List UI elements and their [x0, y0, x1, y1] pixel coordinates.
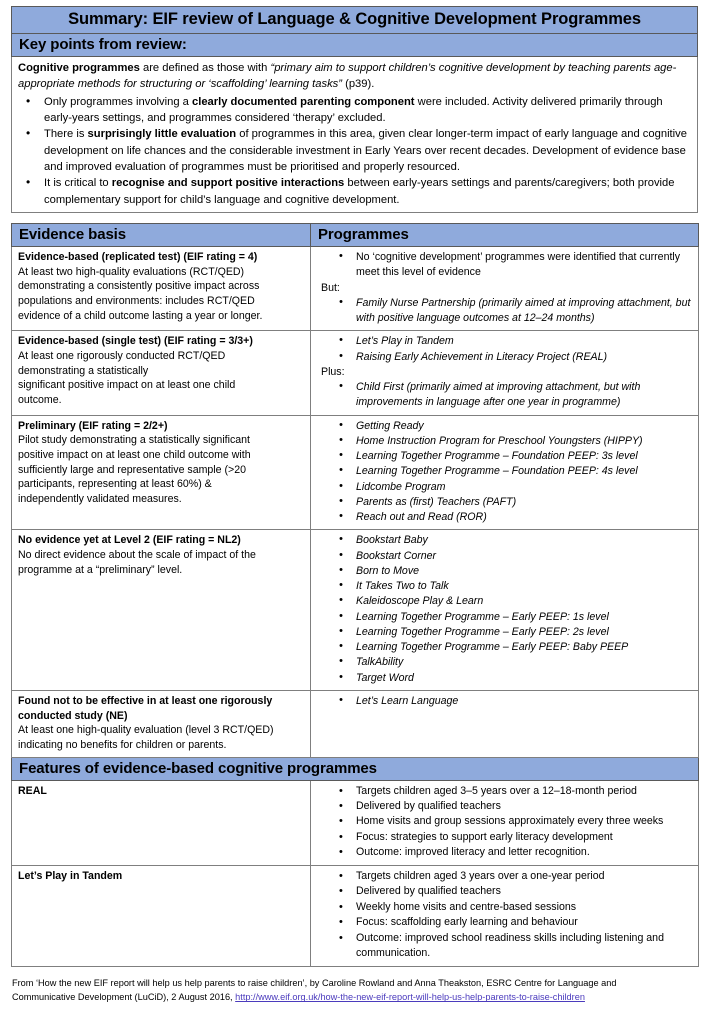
list-item — [18, 126, 692, 175]
list-item — [317, 694, 693, 709]
bullet-icon: • — [339, 609, 343, 622]
evidence-desc-line: Pilot study demonstrating a statistically significant — [18, 434, 250, 447]
programme-name: It Takes Two to Talk — [356, 580, 449, 593]
bullet-pre: Only programmes involving a — [44, 95, 192, 108]
programme-name: Home Instruction Program for Preschool Youngsters (HIPPY) — [356, 434, 643, 447]
bullet-icon: • — [339, 479, 343, 492]
bullet-post: of programmes in this area, given clear longer-term impact of early language and cognitive development on life chances and the considerable investment in Early Years over recent decades. Development of evidence base and improved evaluation of programmes must be prioritised and properly resourced. — [44, 128, 687, 174]
bullet-icon: • — [339, 250, 343, 263]
feature-text: Targets children aged 3–5 years over a 12–18-month period — [356, 784, 637, 797]
evidence-level-heading: Evidence-based (replicated test) (EIF rating = 4) — [18, 251, 258, 264]
programmes-cell — [311, 690, 699, 757]
key-points-heading: Key points from review: — [12, 34, 698, 57]
list-item — [317, 915, 693, 930]
bullet-icon: • — [339, 418, 343, 431]
key-points-body-row — [12, 57, 698, 213]
list-item — [317, 464, 693, 479]
programme-name: No ‘cognitive development’ programmes were identified that currently meet this level of evidence — [356, 251, 681, 279]
source-link[interactable]: http://www.eif.org.uk/how-the-new-eif-report-will-help-us-help-parents-to-raise-children — [235, 992, 585, 1003]
list-item — [317, 250, 693, 281]
evidence-desc-line: programme at a “preliminary” level. — [18, 563, 183, 576]
programme-name: Reach out and Read (ROR) — [356, 511, 487, 524]
programme-name: Born to Move — [356, 564, 420, 577]
evidence-desc-line: At least one high-quality evaluation (level 3 RCT/QED) — [18, 724, 274, 737]
evidence-basis-table — [11, 223, 699, 966]
evidence-desc-line: participants, representing at least 60%) & — [18, 478, 212, 491]
table-row — [12, 690, 699, 757]
intro-bold-lead: Cognitive programmes — [18, 62, 140, 74]
programme-features-cell — [311, 865, 699, 966]
feature-text: Delivered by qualified teachers — [356, 885, 501, 898]
bullet-icon: • — [339, 533, 343, 546]
list-item — [317, 610, 693, 625]
note-text: Plus: — [321, 365, 345, 378]
table-row — [12, 780, 699, 865]
programme-name: Let’s Play in Tandem — [356, 335, 454, 348]
programme-name: Learning Together Programme – Foundation PEEP: 4s level — [356, 465, 638, 478]
programme-name: Learning Together Programme – Foundation PEEP: 3s level — [356, 450, 638, 463]
bullet-icon: • — [339, 799, 343, 812]
features-heading-row — [12, 757, 699, 780]
bullet-icon: • — [339, 885, 343, 898]
list-item — [317, 931, 693, 962]
bullet-icon: • — [339, 815, 343, 828]
programme-name: Bookstart Baby — [356, 534, 428, 547]
bullet-icon: • — [339, 670, 343, 683]
list-item — [317, 845, 693, 860]
list-item — [317, 449, 693, 464]
bullet-icon: • — [26, 175, 31, 190]
list-item — [317, 334, 693, 349]
evidence-desc-line: demonstrating a consistently positive impact across — [18, 280, 260, 293]
key-points-list — [18, 94, 692, 208]
features-heading: Features of evidence-based cognitive programmes — [12, 757, 699, 780]
programme-list — [317, 533, 693, 686]
programme-name: TalkAbility — [356, 656, 404, 669]
bullet-icon: • — [339, 931, 343, 944]
programme-name-cell: Let’s Play in Tandem — [12, 865, 311, 966]
bullet-icon: • — [339, 494, 343, 507]
list-item — [317, 380, 693, 411]
evidence-basis-cell — [12, 530, 311, 691]
evidence-desc-line: outcome. — [18, 394, 62, 407]
spacer — [11, 213, 698, 223]
programme-name: Learning Together Programme – Early PEEP: 1s level — [356, 610, 609, 623]
programmes-cell — [311, 331, 699, 415]
bullet-icon: • — [339, 349, 343, 362]
feature-list — [317, 784, 693, 861]
bullet-icon: • — [26, 93, 31, 108]
feature-text: Delivered by qualified teachers — [356, 799, 501, 812]
programme-list — [317, 694, 693, 709]
list-item — [317, 419, 693, 434]
evidence-level-heading: Found not to be effective in at least one rigorously conducted study (NE) — [18, 694, 273, 722]
list-item — [317, 640, 693, 655]
intro-part2: (p39). — [341, 78, 375, 91]
bullet-icon: • — [339, 869, 343, 882]
programme-name: Child First (primarily aimed at improving attachment, but with improvements in language after one year in programme) — [356, 381, 641, 409]
list-item — [317, 869, 693, 884]
evidence-desc-line: sufficiently large and representative sample (>20 — [18, 463, 246, 476]
list-item — [317, 564, 693, 579]
note-text: But: — [321, 281, 340, 294]
bullet-icon: • — [339, 624, 343, 637]
evidence-desc-line: evidence of a child outcome lasting a year or longer. — [18, 309, 263, 322]
table-row — [12, 415, 699, 530]
bullet-icon: • — [339, 295, 343, 308]
document-title-row — [12, 7, 698, 34]
bullet-pre: There is — [44, 128, 88, 141]
bullet-bold: surprisingly little evaluation — [87, 128, 237, 141]
footer-line-1: From ‘How the new EIF report will help us help parents to raise children’, by Caroline Rowland and Anna Theakston, ESRC Centre for Language and — [12, 977, 617, 988]
programme-name: Raising Early Achievement in Literacy Project (REAL) — [356, 350, 608, 363]
programme-name: Bookstart Corner — [356, 549, 437, 562]
bullet-icon: • — [339, 548, 343, 561]
list-item — [18, 175, 692, 208]
bullet-icon: • — [339, 579, 343, 592]
list-item — [317, 799, 693, 814]
evidence-desc-line: indicating no benefits for children or parents. — [18, 738, 227, 751]
programme-list — [317, 334, 693, 410]
evidence-desc-line: significant positive impact on at least one child — [18, 379, 236, 392]
evidence-basis-cell — [12, 331, 311, 415]
bullet-icon: • — [339, 640, 343, 653]
bullet-icon: • — [339, 916, 343, 929]
programme-name: Family Nurse Partnership (primarily aimed at improving attachment, but with positive language outcomes at 12–24 months) — [356, 296, 691, 325]
evidence-level-heading: Preliminary (EIF rating = 2/2+) — [18, 419, 168, 432]
evidence-desc-line: No direct evidence about the scale of impact of the — [18, 549, 256, 562]
programme-name: Learning Together Programme – Early PEEP: 2s level — [356, 625, 609, 638]
evidence-basis-cell — [12, 415, 311, 530]
list-item — [317, 350, 693, 365]
list-item — [317, 495, 693, 510]
list-note — [317, 281, 693, 296]
feature-text: Outcome: improved school readiness skills including listening and communication. — [356, 931, 664, 960]
list-item — [317, 594, 693, 609]
bullet-icon: • — [339, 900, 343, 913]
bullet-icon: • — [339, 563, 343, 576]
evidence-desc-line: At least two high-quality evaluations (RCT/QED) — [18, 265, 245, 278]
feature-list — [317, 869, 693, 962]
evidence-desc-line: At least one rigorously conducted RCT/QED — [18, 350, 226, 363]
programme-name: Target Word — [356, 671, 414, 684]
evidence-desc-line: independently validated measures. — [18, 492, 182, 505]
bullet-icon: • — [339, 830, 343, 843]
programmes-cell — [311, 247, 699, 331]
programme-name: Parents as (first) Teachers (PAFT) — [356, 495, 517, 508]
bullet-post: between early-years settings and parents/caregivers; both provide complementary support for child’s language and cognitive development. — [44, 177, 675, 206]
list-item — [317, 549, 693, 564]
list-item — [317, 900, 693, 915]
programme-name: Lidcombe Program — [356, 480, 446, 493]
page-title: Summary: EIF review of Language & Cognitive Development Programmes — [12, 7, 698, 34]
bullet-pre: It is critical to — [44, 177, 112, 190]
programme-list — [317, 419, 693, 526]
list-item — [317, 830, 693, 845]
list-note — [317, 365, 693, 380]
evidence-level-heading: Evidence-based (single test) (EIF rating = 3/3+) — [18, 335, 253, 348]
bullet-icon: • — [339, 846, 343, 859]
programmes-cell — [311, 415, 699, 530]
table-row — [12, 530, 699, 691]
bullet-icon: • — [339, 449, 343, 462]
evidence-table-header-row — [12, 224, 699, 247]
table-row — [12, 865, 699, 966]
list-item — [317, 655, 693, 670]
bullet-icon: • — [339, 433, 343, 446]
bullet-icon: • — [339, 784, 343, 797]
bullet-icon: • — [339, 510, 343, 523]
evidence-desc-line: positive impact on at least one child outcome with — [18, 448, 251, 461]
list-item — [317, 625, 693, 640]
list-item — [317, 296, 693, 327]
key-points-heading-row — [12, 34, 698, 57]
bullet-icon: • — [339, 464, 343, 477]
programme-name: Kaleidoscope Play & Learn — [356, 595, 484, 608]
list-item — [317, 884, 693, 899]
evidence-desc-line: populations and environments: includes RCT/QED — [18, 295, 255, 308]
bullet-icon: • — [26, 126, 31, 141]
list-item — [317, 579, 693, 594]
summary-table — [11, 6, 698, 213]
list-item — [317, 480, 693, 495]
bullet-bold: recognise and support positive interactions — [111, 177, 345, 190]
table-row — [12, 247, 699, 331]
feature-text: Focus: scaffolding early learning and behaviour — [356, 916, 578, 929]
key-points-body — [12, 57, 698, 213]
programmes-cell — [311, 530, 699, 691]
evidence-basis-cell — [12, 247, 311, 331]
table-row — [12, 331, 699, 415]
list-item — [317, 814, 693, 829]
intro-quote: “primary aim to support children’s cognitive development by teaching parents age-appropriate methods for structuring or ‘scaffolding’ learning tasks” — [18, 62, 677, 91]
key-points-intro — [18, 60, 692, 93]
evidence-basis-cell — [12, 690, 311, 757]
footer-line-2-prefix: Communicative Development (LuCiD), 2 August 2016, — [12, 992, 236, 1003]
list-item — [317, 671, 693, 686]
feature-text: Home visits and group sessions approximately every three weeks — [356, 815, 664, 828]
bullet-icon: • — [339, 655, 343, 668]
list-item — [317, 784, 693, 799]
programme-name-cell: REAL — [12, 780, 311, 865]
list-item — [18, 94, 692, 127]
programme-name: Let’s Learn Language — [356, 694, 459, 707]
programme-features-cell — [311, 780, 699, 865]
column-header-programmes: Programmes — [311, 224, 699, 247]
feature-text: Focus: strategies to support early literacy development — [356, 830, 613, 843]
feature-text: Outcome: improved literacy and letter recognition. — [356, 846, 590, 859]
bullet-bold: clearly documented parenting component — [191, 95, 415, 108]
evidence-level-heading: No evidence yet at Level 2 (EIF rating = NL2) — [18, 534, 241, 547]
programme-name: Getting Ready — [356, 419, 424, 432]
footer-line-2 — [12, 990, 697, 1005]
source-footer — [11, 976, 698, 1006]
column-header-evidence-basis: Evidence basis — [12, 224, 311, 247]
intro-part1: are defined as those with — [139, 62, 271, 74]
bullet-icon: • — [339, 380, 343, 393]
list-item — [317, 510, 693, 525]
list-item — [317, 533, 693, 548]
list-item — [317, 434, 693, 449]
bullet-post: were included. Activity delivered primarily through early-years settings, and programmes considered ‘therapy’ excluded. — [44, 95, 663, 125]
evidence-desc-line: demonstrating a statistically — [18, 364, 149, 377]
feature-text: Targets children aged 3 years over a one-year period — [356, 869, 605, 882]
feature-text: Weekly home visits and centre-based sessions — [356, 900, 577, 913]
bullet-icon: • — [339, 334, 343, 347]
bullet-icon: • — [339, 594, 343, 607]
programme-name: Learning Together Programme – Early PEEP: Baby PEEP — [356, 641, 629, 654]
programme-list — [317, 250, 693, 326]
bullet-icon: • — [339, 693, 343, 706]
